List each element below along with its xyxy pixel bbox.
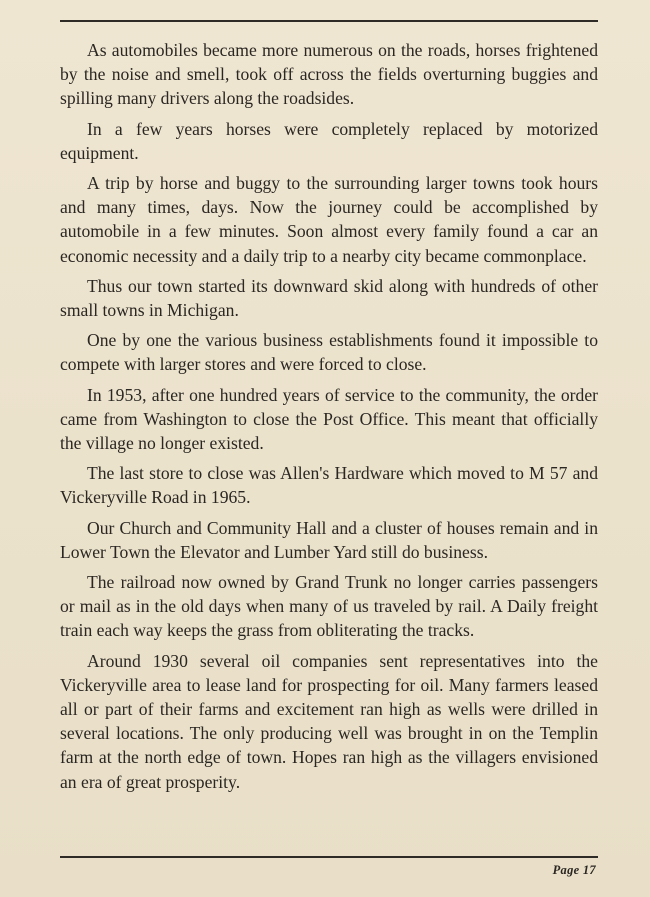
paragraph: One by one the various business establishments found it impossible to compete with larger stores and were forced to close.: [60, 330, 598, 375]
paragraph: As automobiles became more numerous on the roads, horses frightened by the noise and smell, took off across the fields overturning buggies and spilling many drivers along the roadsides.: [60, 40, 598, 109]
bottom-rule: [60, 856, 598, 858]
paragraph: Around 1930 several oil companies sent representatives into the Vickeryville area to lease land for prospecting for oil. Many farmers leased all or part of their farms and excitement ran high as wells were drilled in several locations. The only producing well was brought in on the Templin farm at the north edge of town. Hopes ran high as the villagers envisioned an era of great prosperity.: [60, 650, 598, 792]
body-text: [60, 38, 598, 800]
paragraph: The last store to close was Allen's Hardware which moved to M 57 and Vickeryville Road in 1965.: [60, 463, 598, 508]
paragraph: In a few years horses were completely replaced by motorized equipment.: [60, 118, 598, 163]
page-number: Page 17: [552, 863, 596, 877]
top-rule: [60, 20, 598, 22]
paragraph: In 1953, after one hundred years of service to the community, the order came from Washington to close the Post Office. This meant that officially the village no longer existed.: [60, 384, 598, 454]
paragraph: The railroad now owned by Grand Trunk no longer carries passengers or mail as in the old days when many of us traveled by rail. A Daily freight train each way keeps the grass from obliterating the tracks.: [60, 572, 598, 641]
paragraph: A trip by horse and buggy to the surrounding larger towns took hours and many times, days. Now the journey could be accomplished by automobile in a few minutes. Soon almost every family found a car an economic necessity and a daily trip to a nearby city became commonplace.: [60, 173, 598, 266]
paragraph: Our Church and Community Hall and a cluster of houses remain and in Lower Town the Elevator and Lumber Yard still do business.: [60, 517, 598, 562]
paragraph: Thus our town started its downward skid along with hundreds of other small towns in Michigan.: [60, 275, 598, 321]
